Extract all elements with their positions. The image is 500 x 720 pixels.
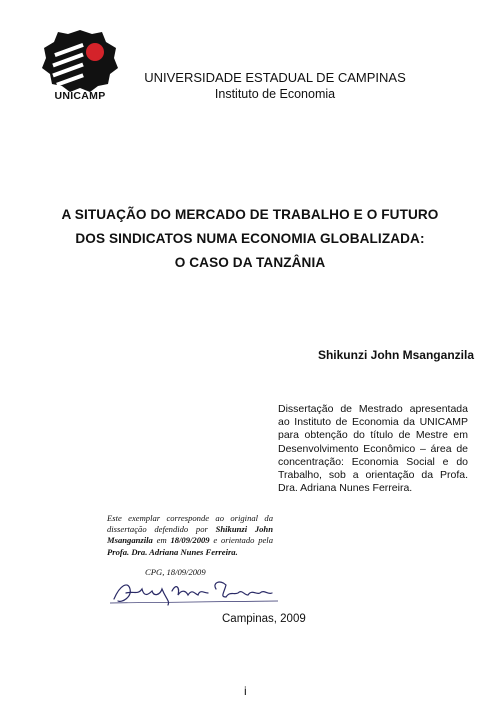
note-author: Shikunzi John Msanganzila bbox=[107, 524, 273, 546]
author-name: Shikunzi John Msanganzila bbox=[317, 348, 474, 362]
university-name: UNIVERSIDADE ESTADUAL DE CAMPINAS bbox=[144, 70, 406, 85]
note-text-1: Este exemplar corresponde ao original da dissertação defendido por bbox=[107, 513, 273, 535]
unicamp-logo-text: UNICAMP bbox=[54, 90, 106, 102]
cpg-date: CPG, 18/09/2009 bbox=[145, 567, 206, 577]
note-date: 18/09/2009 bbox=[170, 535, 210, 546]
dissertation-description: Dissertação de Mestrado apresentada ao Instituto de Economia da UNICAMP para obtenção do título de Mestre em Desenvolvimento Econômico – área de concentração: Economia Social e do Trabalho, sob a orientação da Profa. Dra. Adriana Nunes Ferreira. bbox=[278, 403, 468, 495]
page-number: i bbox=[244, 684, 247, 698]
handwritten-signature-icon bbox=[108, 577, 288, 609]
exemplar-note bbox=[107, 513, 273, 558]
note-advisor: Profa. Dra. Adriana Nunes Ferreira. bbox=[107, 546, 238, 557]
dissertation-title bbox=[30, 203, 470, 275]
title-line-1: A SITUAÇÃO DO MERCADO DE TRABALHO E O FUTURO bbox=[61, 207, 439, 222]
city-year: Campinas, 2009 bbox=[222, 613, 306, 625]
title-line-2: DOS SINDICATOS NUMA ECONOMIA GLOBALIZADA: bbox=[75, 231, 425, 246]
institute-name: Instituto de Economia bbox=[214, 87, 336, 101]
note-text-3: e orientado pela bbox=[209, 535, 273, 546]
title-line-3: O CASO DA TANZÂNIA bbox=[174, 255, 326, 270]
note-text-2: em bbox=[152, 535, 171, 546]
